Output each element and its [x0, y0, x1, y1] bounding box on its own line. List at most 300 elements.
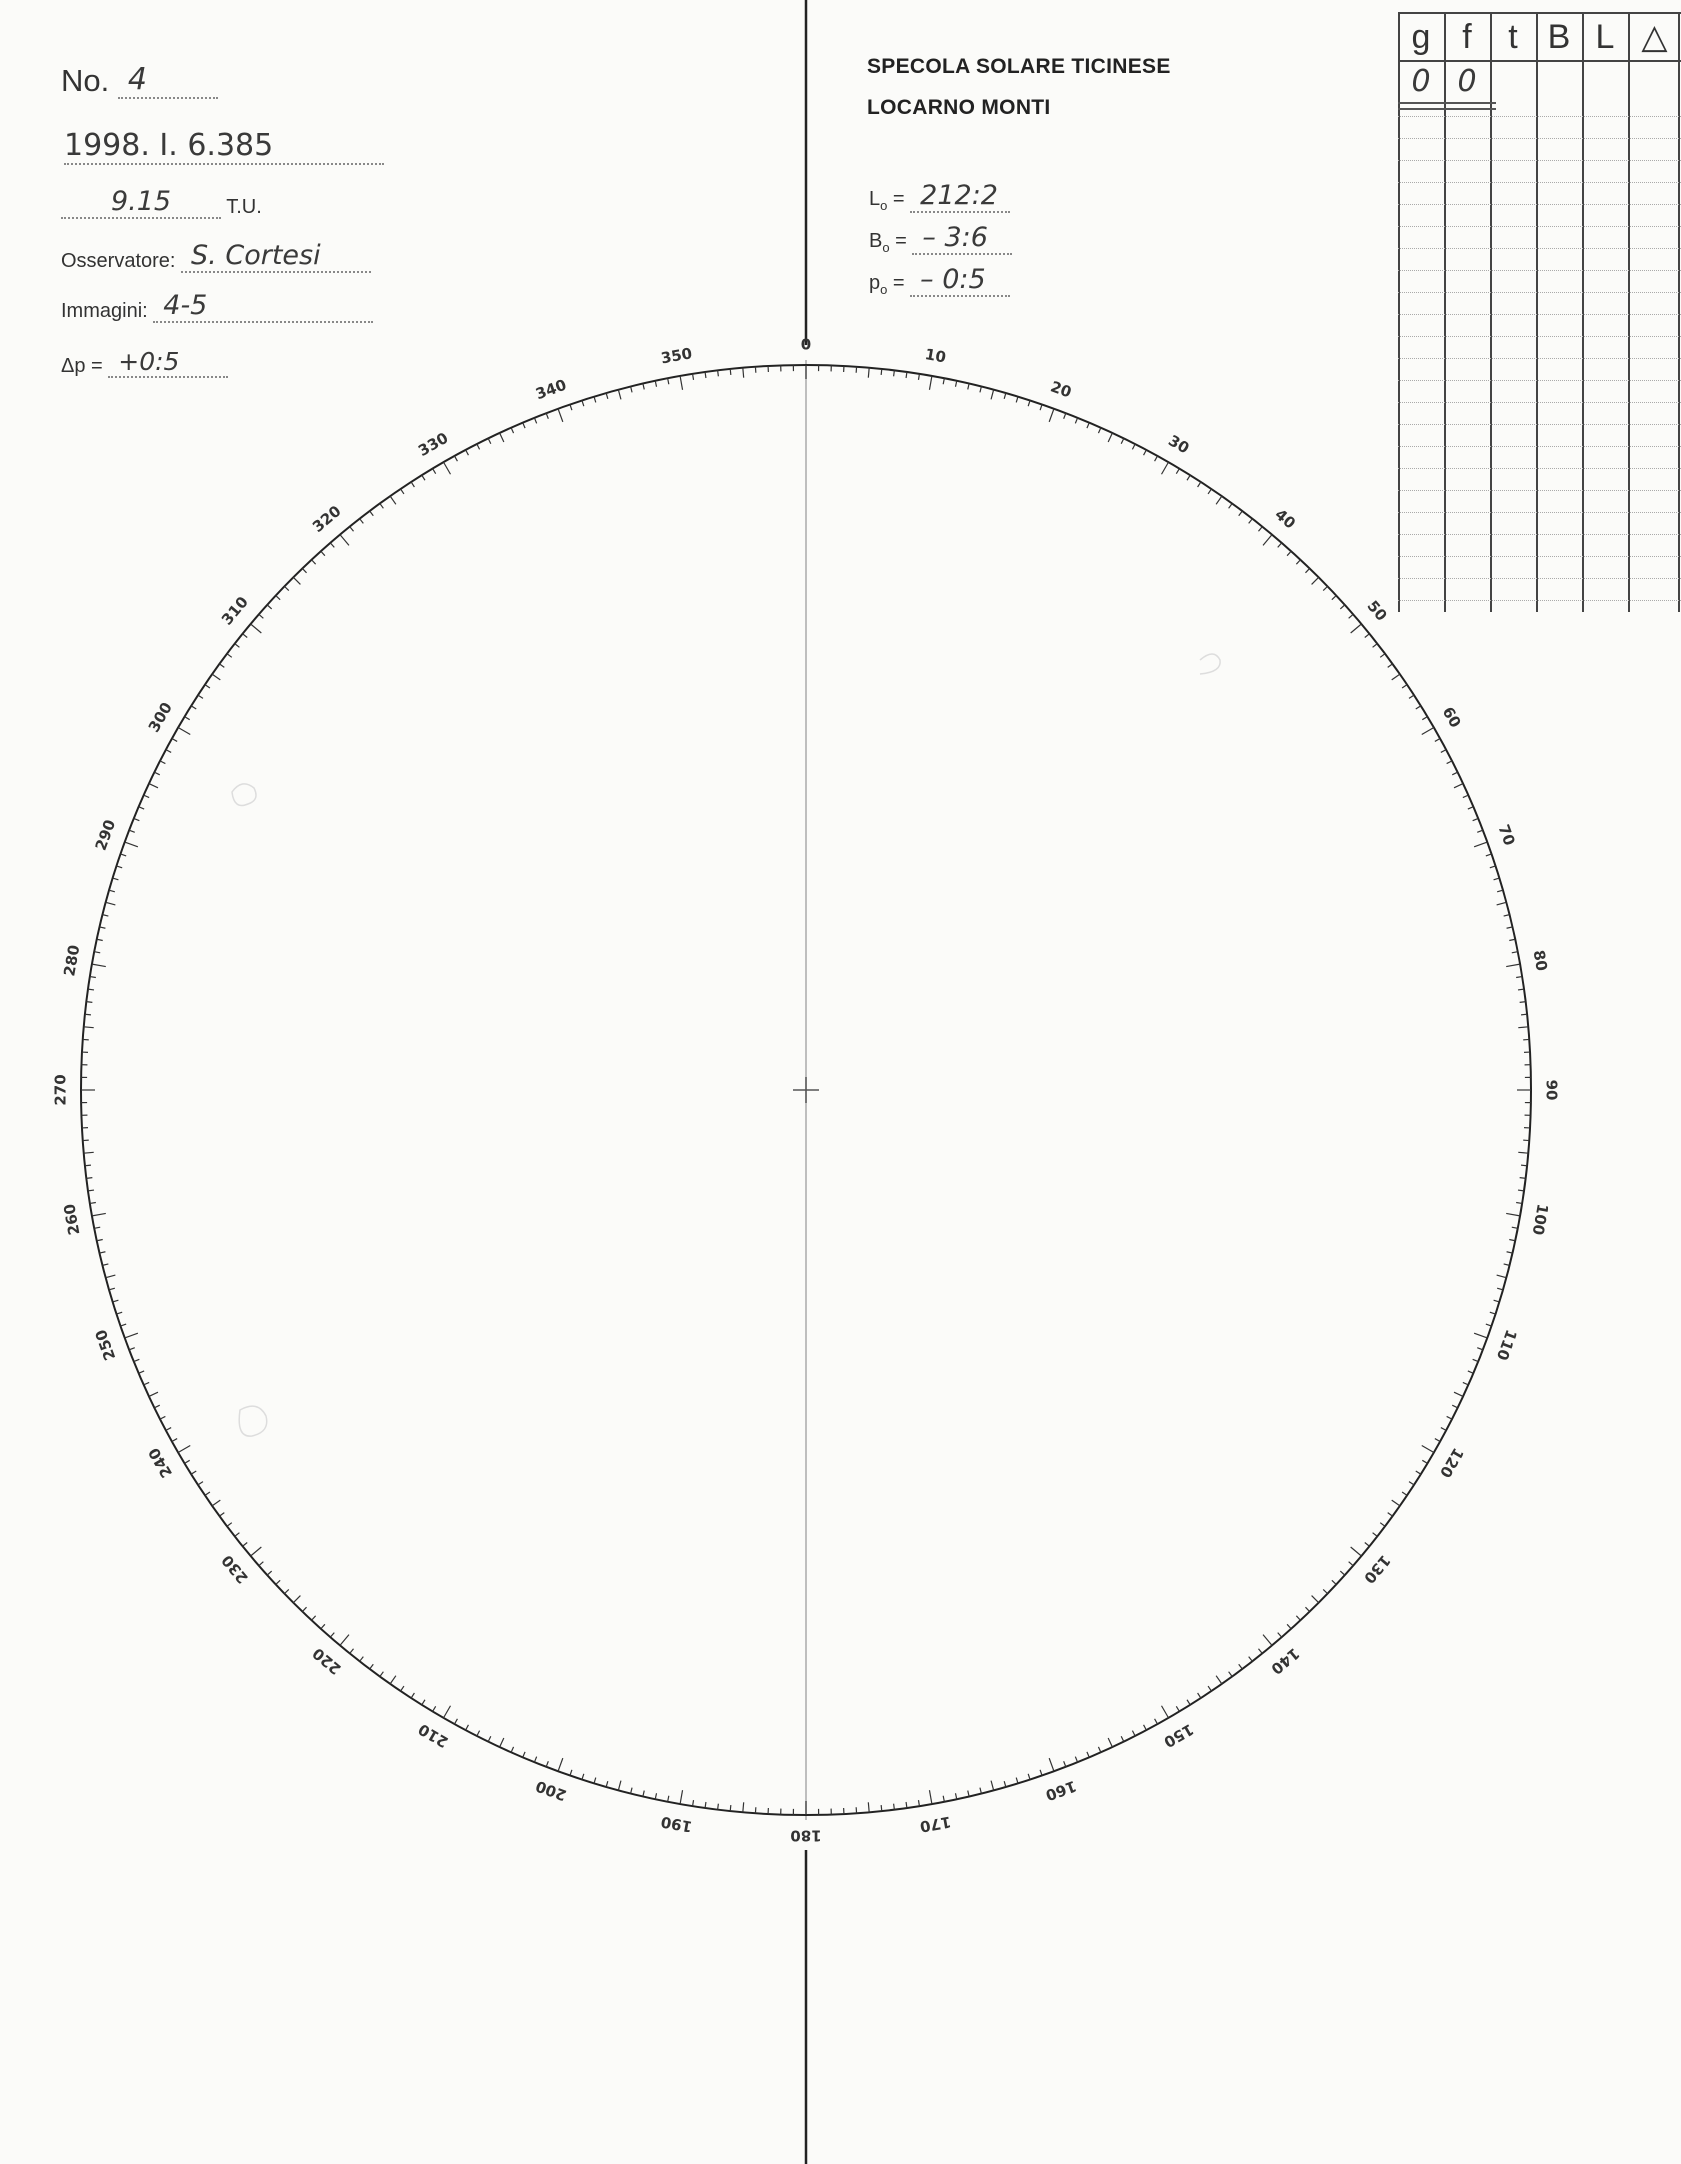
- angle-tick: [1454, 784, 1463, 788]
- angle-tick: [120, 1324, 126, 1326]
- angle-tick: [149, 784, 158, 788]
- table-row[interactable]: [1398, 358, 1681, 359]
- time-value[interactable]: 9.15: [61, 186, 221, 219]
- images-field: [61, 290, 373, 323]
- angle-tick: [1520, 1002, 1526, 1003]
- table-divider: [1582, 12, 1584, 612]
- angle-tick: [401, 489, 404, 494]
- angle-tick: [511, 428, 513, 433]
- col-header-g: g: [1398, 12, 1444, 62]
- angle-tick: [1108, 1738, 1112, 1747]
- delta-p-field: [61, 347, 228, 378]
- angle-tick: [918, 374, 919, 380]
- angle-tick: [411, 1693, 414, 1698]
- angle-tick: [1388, 1513, 1393, 1517]
- angle-tick: [1208, 1686, 1211, 1691]
- angle-tick: [955, 1793, 956, 1799]
- angle-tick: [1497, 890, 1503, 892]
- angle-tick: [546, 1761, 548, 1767]
- angle-tick: [477, 444, 480, 449]
- table-row[interactable]: [1398, 160, 1681, 161]
- angle-tick: [198, 695, 203, 698]
- angle-tick: [390, 1676, 396, 1684]
- angle-label: 190: [659, 1812, 694, 1836]
- angle-tick: [1296, 1616, 1300, 1620]
- angle-tick: [144, 1382, 149, 1384]
- table-row[interactable]: [1398, 116, 1681, 117]
- angle-tick: [906, 372, 907, 378]
- table-row[interactable]: [1398, 424, 1681, 425]
- angle-tick: [455, 456, 458, 461]
- angle-tick: [618, 1781, 621, 1791]
- angle-tick: [466, 450, 469, 455]
- angle-tick: [92, 964, 106, 966]
- angle-tick: [1229, 503, 1233, 508]
- angle-tick: [212, 674, 220, 680]
- col-header-delta: △: [1628, 12, 1681, 62]
- angle-tick: [1278, 543, 1282, 548]
- angle-tick: [92, 1213, 106, 1215]
- angle-tick: [276, 596, 280, 600]
- angle-tick: [1392, 1500, 1400, 1506]
- angle-tick: [668, 1796, 669, 1802]
- angle-label: 340: [533, 375, 569, 404]
- table-row[interactable]: [1398, 204, 1681, 205]
- angle-tick: [90, 977, 96, 978]
- angle-tick: [433, 1706, 436, 1711]
- angle-tick: [618, 390, 621, 400]
- angle-tick: [312, 560, 316, 564]
- angle-tick: [968, 1791, 969, 1797]
- angle-tick: [1452, 1405, 1457, 1408]
- angle-tick: [1340, 1571, 1344, 1575]
- angle-tick: [1323, 1589, 1327, 1593]
- table-row[interactable]: [1398, 292, 1681, 293]
- angle-tick: [968, 384, 969, 390]
- angle-tick: [340, 1635, 349, 1646]
- angle-tick: [219, 664, 224, 668]
- angle-tick: [321, 1624, 325, 1628]
- angle-tick: [113, 1300, 119, 1302]
- angle-tick: [570, 1770, 572, 1776]
- angle-tick: [1486, 1324, 1492, 1326]
- angle-tick: [1477, 1348, 1483, 1350]
- cell-g-row1[interactable]: 0: [1411, 64, 1431, 99]
- angle-tick: [1409, 1482, 1414, 1485]
- table-row[interactable]: [1398, 314, 1681, 315]
- p0-value[interactable]: – 0:5: [910, 264, 1010, 297]
- angle-tick: [1239, 1664, 1243, 1669]
- angle-tick: [1216, 1676, 1222, 1684]
- angle-tick: [868, 1802, 869, 1812]
- angle-tick: [84, 1152, 94, 1153]
- angle-label: 250: [91, 1327, 120, 1363]
- angle-tick: [205, 1492, 210, 1495]
- angle-tick: [1435, 1439, 1440, 1442]
- angle-tick: [558, 1758, 563, 1771]
- angle-tick: [991, 390, 994, 400]
- angle-tick: [1162, 1706, 1169, 1718]
- angle-tick: [212, 1500, 220, 1506]
- angle-tick: [370, 1664, 374, 1669]
- record-number-value[interactable]: 4: [118, 62, 218, 99]
- angle-tick: [1287, 551, 1291, 555]
- angle-tick: [86, 1178, 92, 1179]
- angle-tick: [380, 1672, 384, 1677]
- table-row[interactable]: [1398, 534, 1681, 535]
- angle-tick: [1388, 664, 1393, 668]
- angle-label: 160: [1043, 1776, 1079, 1805]
- angle-label: 140: [1267, 1644, 1303, 1679]
- angle-tick: [655, 381, 656, 387]
- angle-tick: [166, 750, 171, 753]
- angle-tick: [680, 1790, 682, 1804]
- angle-tick: [109, 1288, 115, 1290]
- angle-tick: [1028, 1774, 1030, 1780]
- angle-tick: [1229, 1672, 1233, 1677]
- angle-tick: [1441, 1428, 1446, 1431]
- angle-tick: [1509, 939, 1515, 940]
- angle-tick: [259, 614, 264, 618]
- angle-tick: [267, 1571, 271, 1575]
- table-divider: [1628, 12, 1630, 612]
- angle-tick: [129, 830, 135, 832]
- angle-tick: [1490, 1312, 1496, 1314]
- date-field: [64, 128, 384, 165]
- angle-tick: [1064, 413, 1066, 419]
- faint-mark-left-upper: [232, 784, 256, 806]
- images-value[interactable]: 4-5: [153, 290, 373, 323]
- angle-tick: [1409, 695, 1414, 698]
- angle-tick: [929, 1790, 931, 1804]
- angle-tick: [125, 1333, 138, 1338]
- angle-tick: [134, 818, 140, 820]
- angle-tick: [1075, 418, 1077, 424]
- angle-label: 80: [1529, 948, 1551, 973]
- angle-tick: [1422, 1460, 1427, 1463]
- time-unit-label: T.U.: [226, 196, 262, 218]
- angle-label: 90: [1542, 1079, 1561, 1101]
- angle-tick: [500, 1738, 504, 1747]
- table-border-right: [1678, 12, 1680, 612]
- table-row[interactable]: [1398, 226, 1681, 227]
- angle-tick: [251, 624, 262, 633]
- angle-tick: [172, 739, 177, 742]
- angle-label: 10: [923, 345, 948, 367]
- angle-tick: [109, 890, 115, 892]
- angle-tick: [1468, 807, 1474, 809]
- angle-tick: [1507, 1252, 1513, 1253]
- angle-tick: [185, 1460, 190, 1463]
- angle-tick: [284, 1589, 288, 1593]
- angle-tick: [106, 902, 116, 905]
- angle-tick: [1365, 1542, 1370, 1546]
- angle-label: 300: [144, 699, 177, 736]
- angle-tick: [1132, 1731, 1135, 1736]
- angle-tick: [1504, 915, 1510, 916]
- angle-tick: [293, 577, 300, 584]
- angle-tick: [90, 1202, 96, 1203]
- angle-tick: [1504, 1264, 1510, 1265]
- angle-tick: [178, 1446, 190, 1453]
- angle-tick: [500, 433, 504, 442]
- organization-place: LOCARNO MONTI: [867, 96, 1051, 119]
- angle-tick: [1263, 535, 1272, 546]
- angle-label: 170: [918, 1812, 953, 1836]
- angle-tick: [134, 1359, 140, 1361]
- angle-tick: [160, 761, 165, 764]
- angle-tick: [350, 1649, 354, 1654]
- angle-tick: [350, 527, 354, 532]
- b0-value[interactable]: – 3:6: [912, 222, 1012, 255]
- angle-tick: [330, 1633, 334, 1638]
- angle-tick: [390, 496, 396, 504]
- angle-tick: [582, 400, 584, 406]
- angle-tick: [293, 1596, 300, 1603]
- angle-tick: [113, 878, 119, 880]
- angle-label: 230: [217, 1551, 252, 1587]
- angle-tick: [1016, 1778, 1018, 1784]
- angle-tick: [1402, 1492, 1407, 1495]
- angle-tick: [1064, 1761, 1066, 1767]
- angle-tick: [1049, 409, 1054, 422]
- angle-tick: [219, 1513, 224, 1517]
- angle-tick: [1486, 854, 1492, 856]
- table-row[interactable]: [1398, 468, 1681, 469]
- angle-tick: [1497, 902, 1507, 905]
- angle-tick: [401, 1686, 404, 1691]
- organization-name: SPECOLA SOLARE TICINESE: [867, 55, 1171, 78]
- angle-tick: [1349, 614, 1354, 618]
- angle-tick: [85, 1165, 91, 1166]
- angle-tick: [631, 387, 632, 393]
- angle-tick: [422, 1700, 425, 1705]
- angle-tick: [1249, 519, 1253, 524]
- angle-tick: [243, 1542, 248, 1546]
- angle-tick: [1373, 1533, 1378, 1537]
- table-row[interactable]: [1398, 248, 1681, 249]
- angle-tick: [693, 374, 694, 380]
- b0-field: $B_o$ = – 3:6: [869, 222, 1012, 255]
- faint-mark-right: [1200, 654, 1220, 674]
- angle-tick: [1380, 654, 1385, 658]
- angle-tick: [1332, 1580, 1336, 1584]
- angle-tick: [94, 952, 100, 953]
- angle-tick: [1422, 728, 1434, 735]
- angle-tick: [1087, 1752, 1089, 1758]
- col-header-b: B: [1536, 12, 1582, 62]
- angle-tick: [330, 543, 334, 548]
- angle-tick: [1144, 450, 1147, 455]
- angle-tick: [86, 1002, 92, 1003]
- angle-tick: [144, 795, 149, 797]
- angle-tick: [116, 1312, 122, 1314]
- angle-tick: [523, 1752, 525, 1758]
- angle-label: 100: [1528, 1202, 1552, 1237]
- angle-tick: [705, 1802, 706, 1808]
- table-row[interactable]: [1398, 556, 1681, 557]
- observer-field: [61, 240, 371, 273]
- angle-tick: [477, 1731, 480, 1736]
- angle-tick: [444, 462, 451, 474]
- table-row[interactable]: [1398, 380, 1681, 381]
- angle-tick: [103, 1264, 109, 1265]
- angle-tick: [488, 438, 491, 443]
- angle-tick: [160, 1416, 165, 1419]
- angle-tick: [1144, 1725, 1147, 1730]
- delta-p-value[interactable]: +0:5: [108, 347, 228, 378]
- angle-tick: [558, 409, 563, 422]
- angle-tick: [100, 927, 106, 928]
- angle-tick: [1351, 1547, 1362, 1556]
- table-row[interactable]: [1398, 446, 1681, 447]
- angle-tick: [191, 1471, 196, 1474]
- angle-tick: [360, 519, 364, 524]
- angle-tick: [1518, 989, 1524, 990]
- angle-label: 70: [1494, 822, 1519, 848]
- angle-tick: [103, 915, 109, 916]
- angle-tick: [84, 1027, 94, 1028]
- angle-tick: [94, 1227, 100, 1228]
- angle-label: 50: [1363, 597, 1391, 625]
- angle-label: 30: [1165, 431, 1193, 458]
- angle-tick: [1507, 927, 1513, 928]
- angle-label: 180: [790, 1826, 822, 1845]
- angle-tick: [668, 378, 669, 384]
- angle-label: 60: [1438, 703, 1465, 731]
- angle-tick: [243, 634, 248, 638]
- record-number-label: No.: [61, 63, 110, 98]
- angle-label: 40: [1271, 505, 1299, 533]
- date-value[interactable]: 1998. I. 6.385: [64, 128, 384, 165]
- angle-tick: [360, 1657, 364, 1662]
- angle-tick: [1506, 964, 1520, 966]
- angle-label: 350: [659, 344, 694, 368]
- angle-tick: [1312, 577, 1319, 584]
- angle-tick: [1075, 1757, 1077, 1763]
- angle-tick: [488, 1736, 491, 1741]
- first-row-underline: [1398, 102, 1496, 110]
- l0-value[interactable]: 212:2: [910, 180, 1010, 213]
- angle-label: 120: [1435, 1444, 1468, 1481]
- angle-tick: [1087, 423, 1089, 429]
- angle-label: 330: [415, 428, 452, 461]
- angle-tick: [1365, 634, 1370, 638]
- angle-tick: [1435, 739, 1440, 742]
- angle-tick: [643, 1791, 644, 1797]
- angle-label: 130: [1360, 1551, 1395, 1587]
- angle-tick: [191, 706, 196, 709]
- angle-label: 110: [1492, 1327, 1521, 1363]
- angle-tick: [1287, 1624, 1291, 1628]
- angle-tick: [312, 1616, 316, 1620]
- table-row[interactable]: [1398, 270, 1681, 271]
- time-field: [61, 186, 262, 219]
- angle-tick: [1349, 1562, 1354, 1566]
- table-row[interactable]: [1398, 578, 1681, 579]
- angle-tick: [1521, 1014, 1527, 1015]
- angle-tick: [523, 423, 525, 429]
- angle-tick: [1176, 1706, 1179, 1711]
- table-row[interactable]: [1398, 402, 1681, 403]
- angle-tick: [139, 807, 145, 809]
- angle-tick: [594, 397, 596, 403]
- angle-tick: [1509, 1239, 1515, 1240]
- angle-tick: [1312, 1596, 1319, 1603]
- angle-tick: [235, 1533, 240, 1537]
- angle-tick: [1198, 482, 1201, 487]
- table-row[interactable]: [1398, 490, 1681, 491]
- observer-value[interactable]: S. Cortesi: [181, 240, 371, 273]
- angle-tick: [88, 1190, 94, 1191]
- table-row[interactable]: [1398, 600, 1681, 601]
- angle-tick: [1402, 685, 1407, 688]
- angle-tick: [251, 1547, 262, 1556]
- angle-tick: [906, 1802, 907, 1808]
- cell-f-row1[interactable]: 0: [1457, 64, 1477, 99]
- angle-tick: [1441, 750, 1446, 753]
- angle-tick: [1497, 1288, 1503, 1290]
- angle-label: 150: [1160, 1719, 1197, 1752]
- angle-tick: [631, 1788, 632, 1794]
- angle-tick: [154, 772, 159, 775]
- angle-tick: [570, 404, 572, 410]
- angle-tick: [1474, 1333, 1487, 1338]
- angle-tick: [1187, 475, 1190, 480]
- angle-tick: [1121, 1736, 1124, 1741]
- angle-tick: [198, 1482, 203, 1485]
- angle-label: 290: [91, 817, 120, 853]
- angle-tick: [1380, 1523, 1385, 1527]
- table-divider: [1536, 12, 1538, 612]
- angle-tick: [1004, 1781, 1006, 1787]
- table-row[interactable]: [1398, 138, 1681, 139]
- col-header-f: f: [1444, 12, 1490, 62]
- angle-tick: [227, 654, 232, 658]
- angle-tick: [1474, 842, 1487, 847]
- angle-tick: [991, 1781, 994, 1791]
- angle-tick: [680, 376, 682, 390]
- angle-label: 270: [51, 1074, 70, 1106]
- angle-tick: [302, 1607, 306, 1611]
- angle-tick: [466, 1725, 469, 1730]
- angle-tick: [444, 1706, 451, 1718]
- table-row[interactable]: [1398, 182, 1681, 183]
- angle-tick: [1452, 772, 1457, 775]
- angle-label: 200: [533, 1776, 569, 1805]
- angle-tick: [894, 370, 895, 376]
- angle-tick: [205, 685, 210, 688]
- angle-tick: [1098, 1747, 1100, 1752]
- angle-tick: [1155, 456, 1158, 461]
- angle-tick: [980, 387, 981, 393]
- angle-tick: [1512, 1227, 1518, 1228]
- p0-label: p: [869, 272, 881, 294]
- angle-tick: [276, 1580, 280, 1584]
- record-number-field: [61, 62, 218, 99]
- angle-tick: [1263, 1635, 1272, 1646]
- angle-tick: [1278, 1633, 1282, 1638]
- angle-tick: [1305, 568, 1309, 572]
- angle-tick: [1463, 795, 1468, 797]
- table-row[interactable]: [1398, 336, 1681, 337]
- angle-tick: [166, 1428, 171, 1431]
- angle-tick: [149, 1392, 158, 1396]
- angle-tick: [594, 1778, 596, 1784]
- angle-tick: [1518, 1152, 1528, 1153]
- angle-tick: [1497, 1275, 1507, 1278]
- table-row[interactable]: [1398, 512, 1681, 513]
